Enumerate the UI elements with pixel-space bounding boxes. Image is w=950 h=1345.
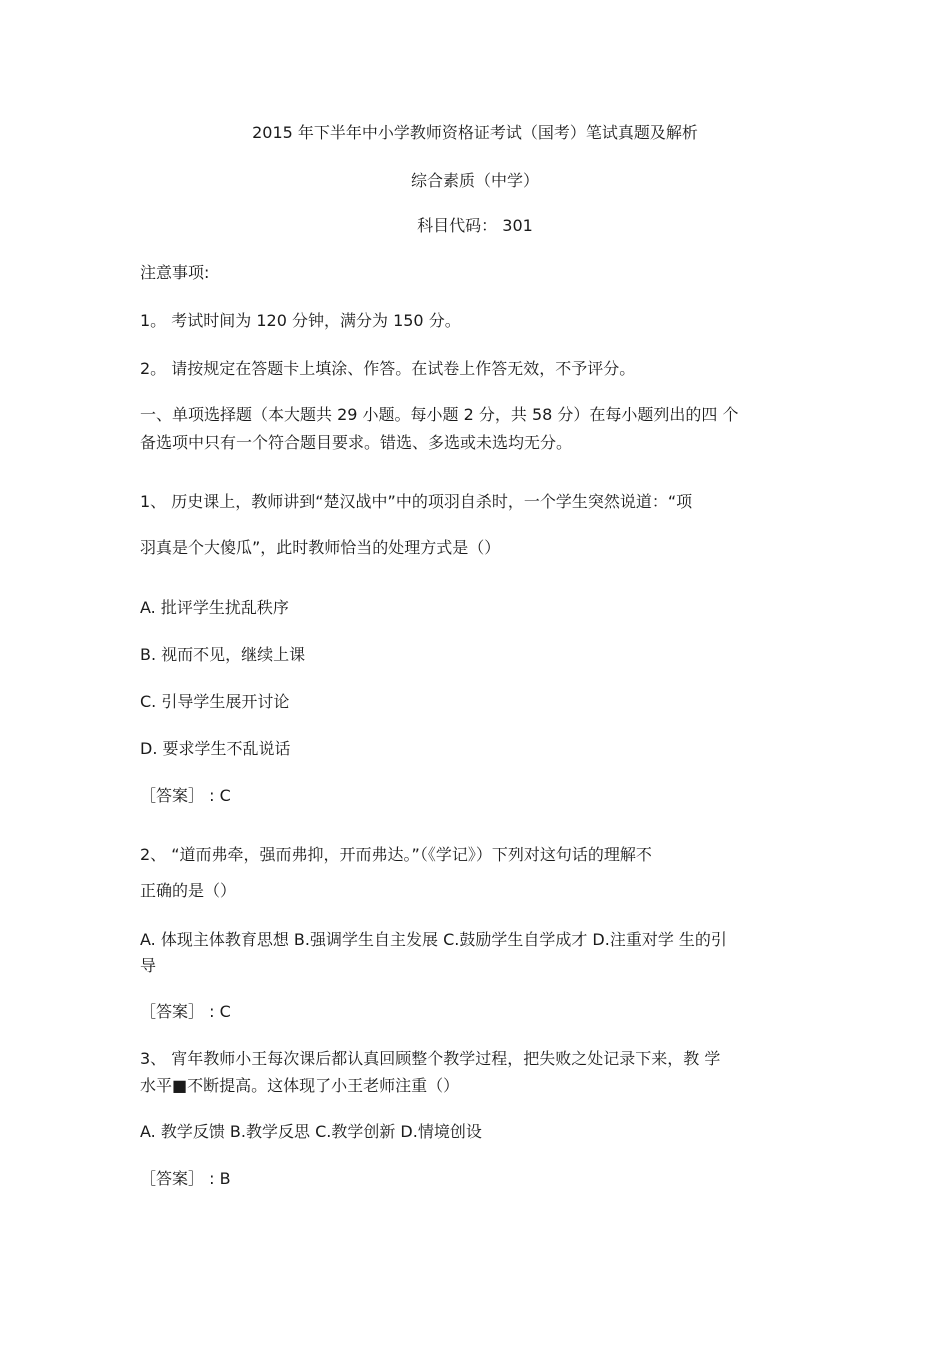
options-line: A. 教学反馈 B.教学反思 C.教学创新 D.情境创设: [140, 1122, 482, 1141]
option-c: C. 引导学生展开讨论: [140, 692, 290, 711]
section-heading-cont: 备选项中只有一个符合题目要求。错选、多选或未选均无分。: [140, 433, 573, 452]
option-a: A. 批评学生扰乱秩序: [140, 598, 289, 617]
question-stem-cont: 正确的是（）: [140, 881, 237, 900]
question-stem: 3、 宵年教师小王每次课后都认真回顾整个教学过程，把失败之处记录下来，教 学: [140, 1049, 721, 1068]
section-heading: 一、单项选择题（本大题共 29 小题。每小题 2 分，共 58 分）在每小题列出的四 个: [140, 405, 739, 424]
answer: ［答案］ : C: [140, 1002, 231, 1021]
notes-heading: 注意事项:: [140, 263, 210, 282]
answer: ［答案］ : B: [140, 1169, 231, 1188]
question-stem: 2、 “道而弗牵，强而弗抑，开而弗达。”（《学记》）下列对这句话的理解不: [140, 845, 652, 864]
option-d: D. 要求学生不乱说话: [140, 739, 291, 758]
document-title: 2015 年下半年中小学教师资格证考试（国考）笔试真题及解析: [252, 123, 698, 142]
subject-code: 科目代码： 301: [417, 216, 533, 235]
answer: ［答案］ : C: [140, 786, 231, 805]
options-line-cont: 导: [140, 956, 157, 975]
options-line: A. 体现主体教育思想 B.强调学生自主发展 C.鼓励学生自学成才 D.注重对学 生的引: [140, 930, 727, 949]
question-stem-cont: 水平■不断提高。这体现了小王老师注重（）: [140, 1076, 460, 1095]
question-stem: 1、 历史课上，教师讲到“楚汉战中”中的项羽自杀时，一个学生突然说道：“项: [140, 492, 693, 511]
subject-title: 综合素质（中学）: [410, 171, 539, 190]
question-stem-cont: 羽真是个大傻瓜”，此时教师恰当的处理方式是（）: [140, 538, 501, 557]
note-item: 2。 请按规定在答题卡上填涂、作答。在试卷上作答无效，不予评分。: [140, 359, 636, 378]
option-b: B. 视而不见，继续上课: [140, 645, 306, 664]
note-item: 1。 考试时间为 120 分钟，满分为 150 分。: [140, 311, 461, 330]
